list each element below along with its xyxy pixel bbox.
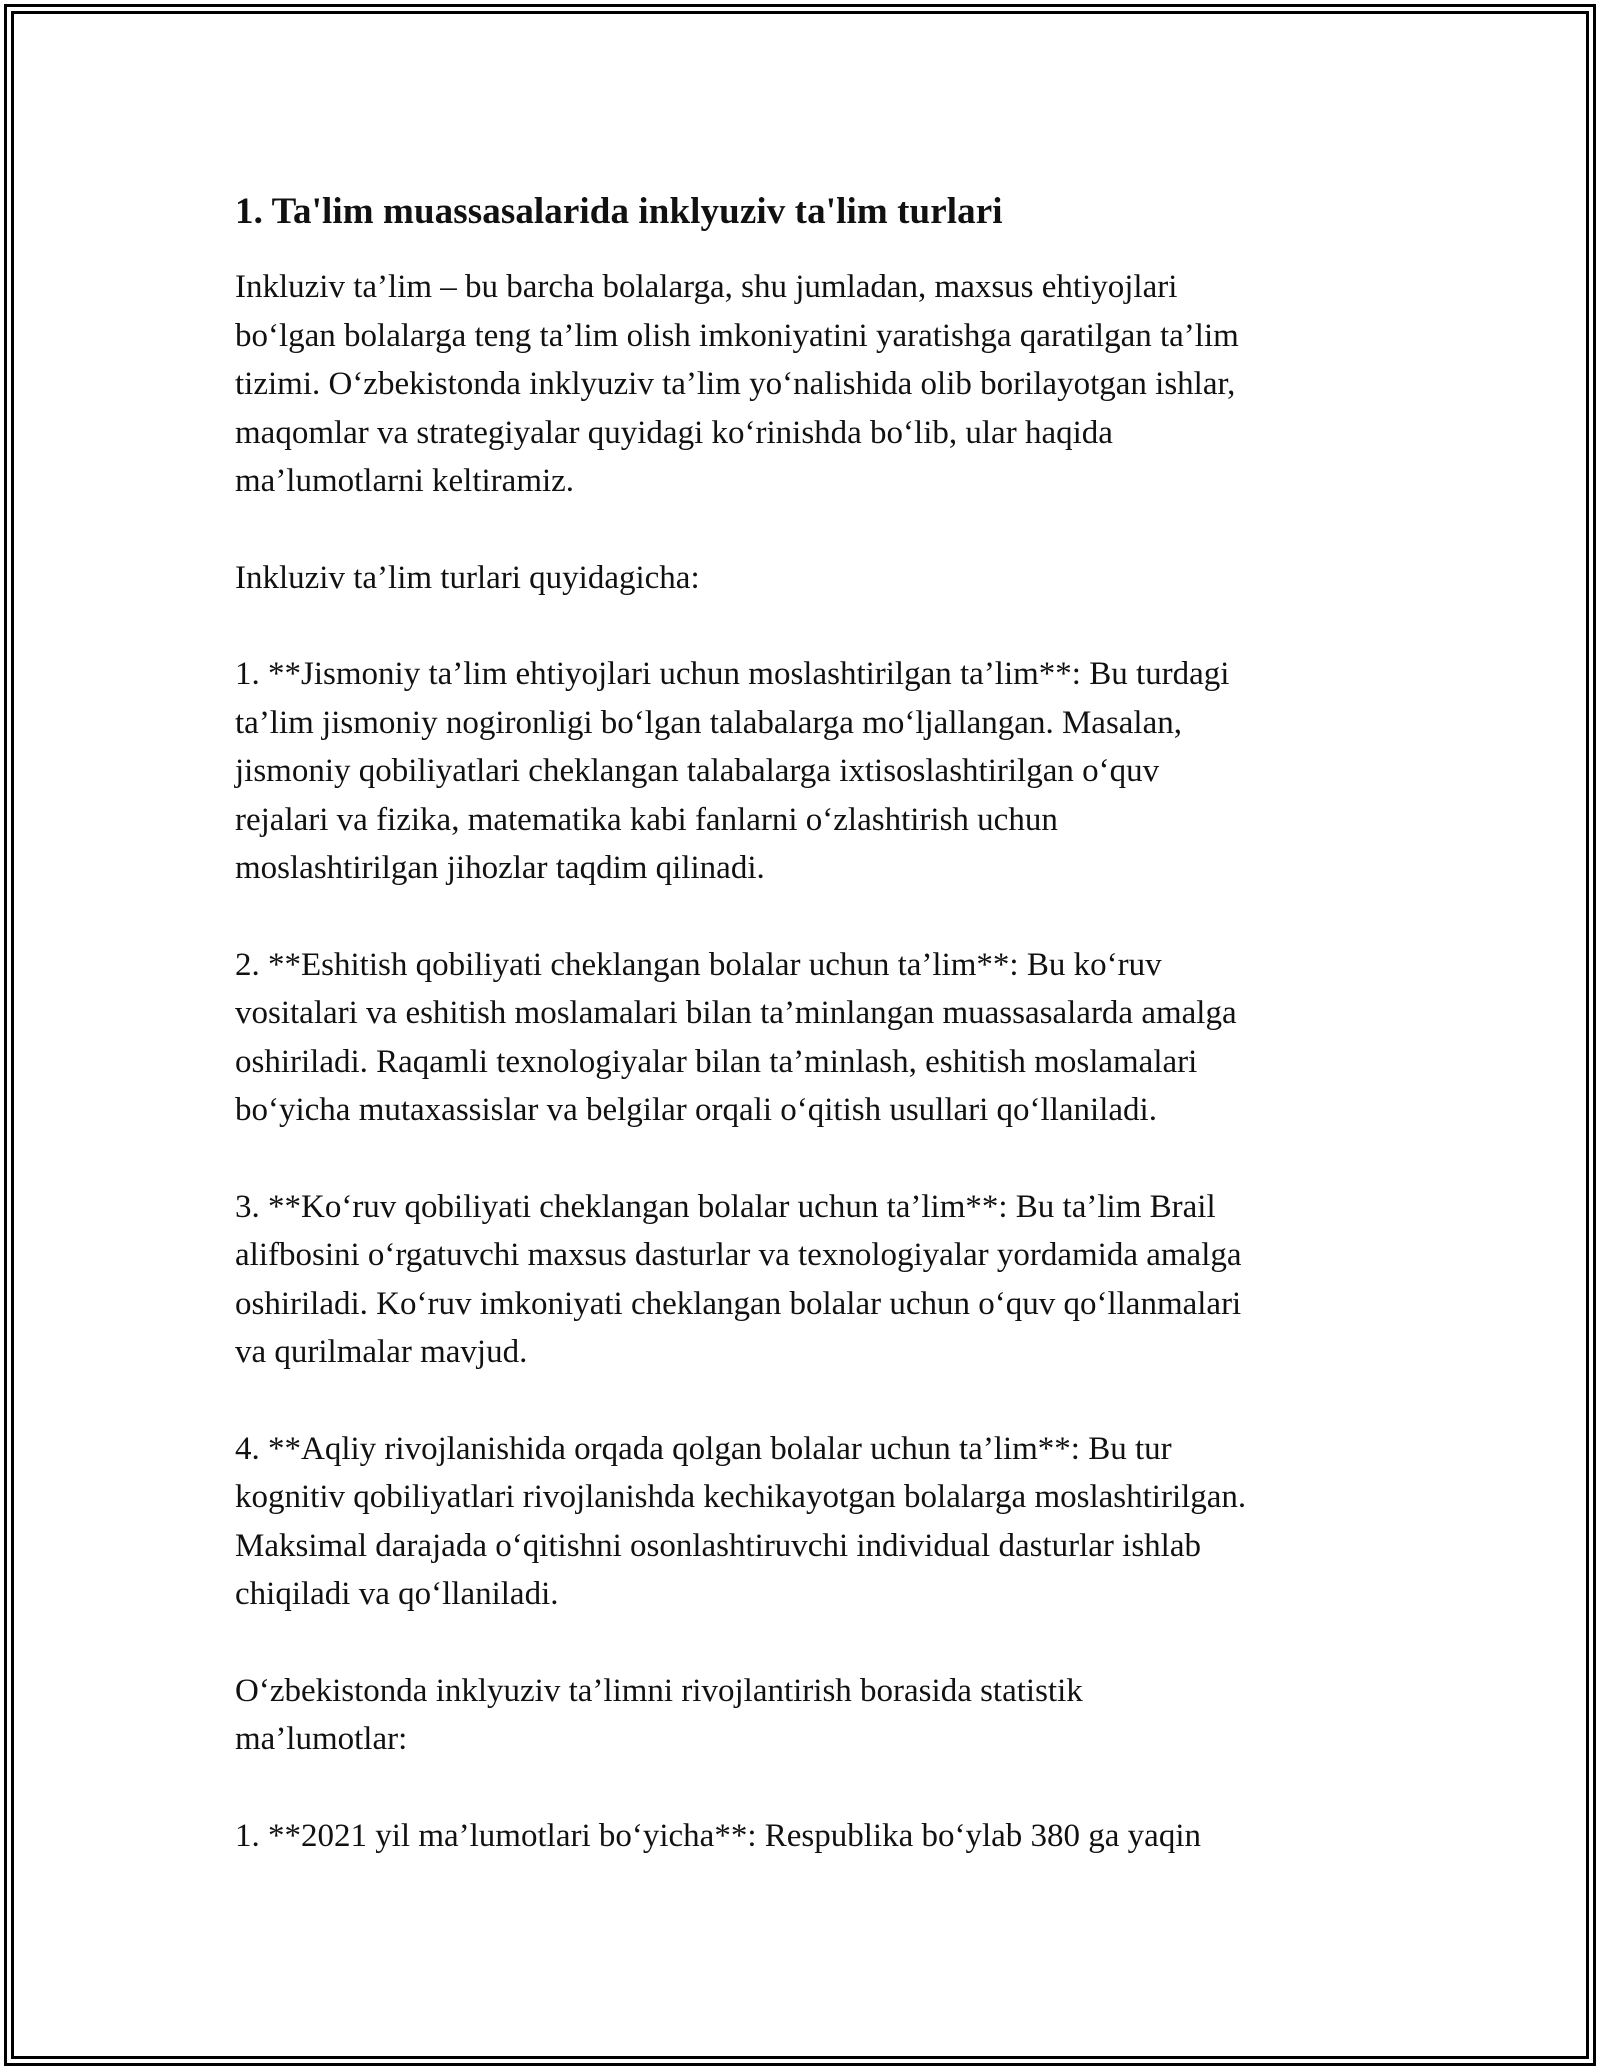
document-body xyxy=(235,186,1385,1908)
intro-paragraph: Inkluziv ta’lim – bu barcha bolalarga, shu jumladan, maxsus ehtiyojlari bo‘lgan bolalarga teng ta’lim olish imkoniyatini yaratishga qaratilgan ta’lim tizimi. O‘zbekistonda inklyuziv ta’lim yo‘nalishida olib borilayotgan ishlar, maqomlar va strategiyalar quyidagi ko‘rinishda bo‘lib, ular haqida ma’lumotlarni keltiramiz. xyxy=(235,269,1239,499)
list-item-vision: 3. **Ko‘ruv qobiliyati cheklangan bolalar uchun ta’lim**: Bu ta’lim Brail alifbosini o‘rgatuvchi maxsus dasturlar va texnologiyalar yordamida amalga oshiriladi. Ko‘ruv imkoniyati cheklangan bolalar uchun o‘quv qo‘llanmalari va qurilmalar mavjud. xyxy=(235,1188,1242,1370)
list-item-hearing: 2. **Eshitish qobiliyati cheklangan bolalar uchun ta’lim**: Bu ko‘ruv vositalari va eshitish moslamalari bilan ta’minlangan muassasalarda amalga oshiriladi. Raqamli texnologiyalar bilan ta’minlash, eshitish moslamalari bo‘yicha mutaxassislar va belgilar orqali o‘qitish usullari qo‘llaniladi. xyxy=(235,946,1237,1128)
list-item-physical: 1. **Jismoniy ta’lim ehtiyojlari uchun moslashtirilgan ta’lim**: Bu turdagi ta’lim jismoniy nogironligi bo‘lgan talabalarga mo‘ljallangan. Masalan, jismoniy qobiliyatlari cheklangan talabalarga ixtisoslashtirilgan o‘quv rejalari va fizika, matematika kabi fanlarni o‘zlashtirish uchun moslashtirilgan jihozlar taqdim qilinadi. xyxy=(235,656,1230,886)
statistics-heading-paragraph: O‘zbekistonda inklyuziv ta’limni rivojlantirish borasida statistik ma’lumotlar: xyxy=(235,1672,1083,1757)
document-title: 1. Ta'lim muassasalarida inklyuziv ta'lim turlari xyxy=(235,191,1003,232)
types-heading-paragraph: Inkluziv ta’lim turlari quyidagicha: xyxy=(235,559,700,596)
statistics-item-2021: 1. **2021 yil ma’lumotlari bo‘yicha**: Respublika bo‘ylab 380 ga yaqin xyxy=(235,1817,1201,1854)
list-item-cognitive: 4. **Aqliy rivojlanishida orqada qolgan bolalar uchun ta’lim**: Bu tur kognitiv qobiliyatlari rivojlanishda kechikayotgan bolalarga moslashtirilgan. Maksimal darajada o‘qitishni osonlashtiruvchi individual dasturlar ishlab chiqiladi va qo‘llaniladi. xyxy=(235,1430,1247,1612)
